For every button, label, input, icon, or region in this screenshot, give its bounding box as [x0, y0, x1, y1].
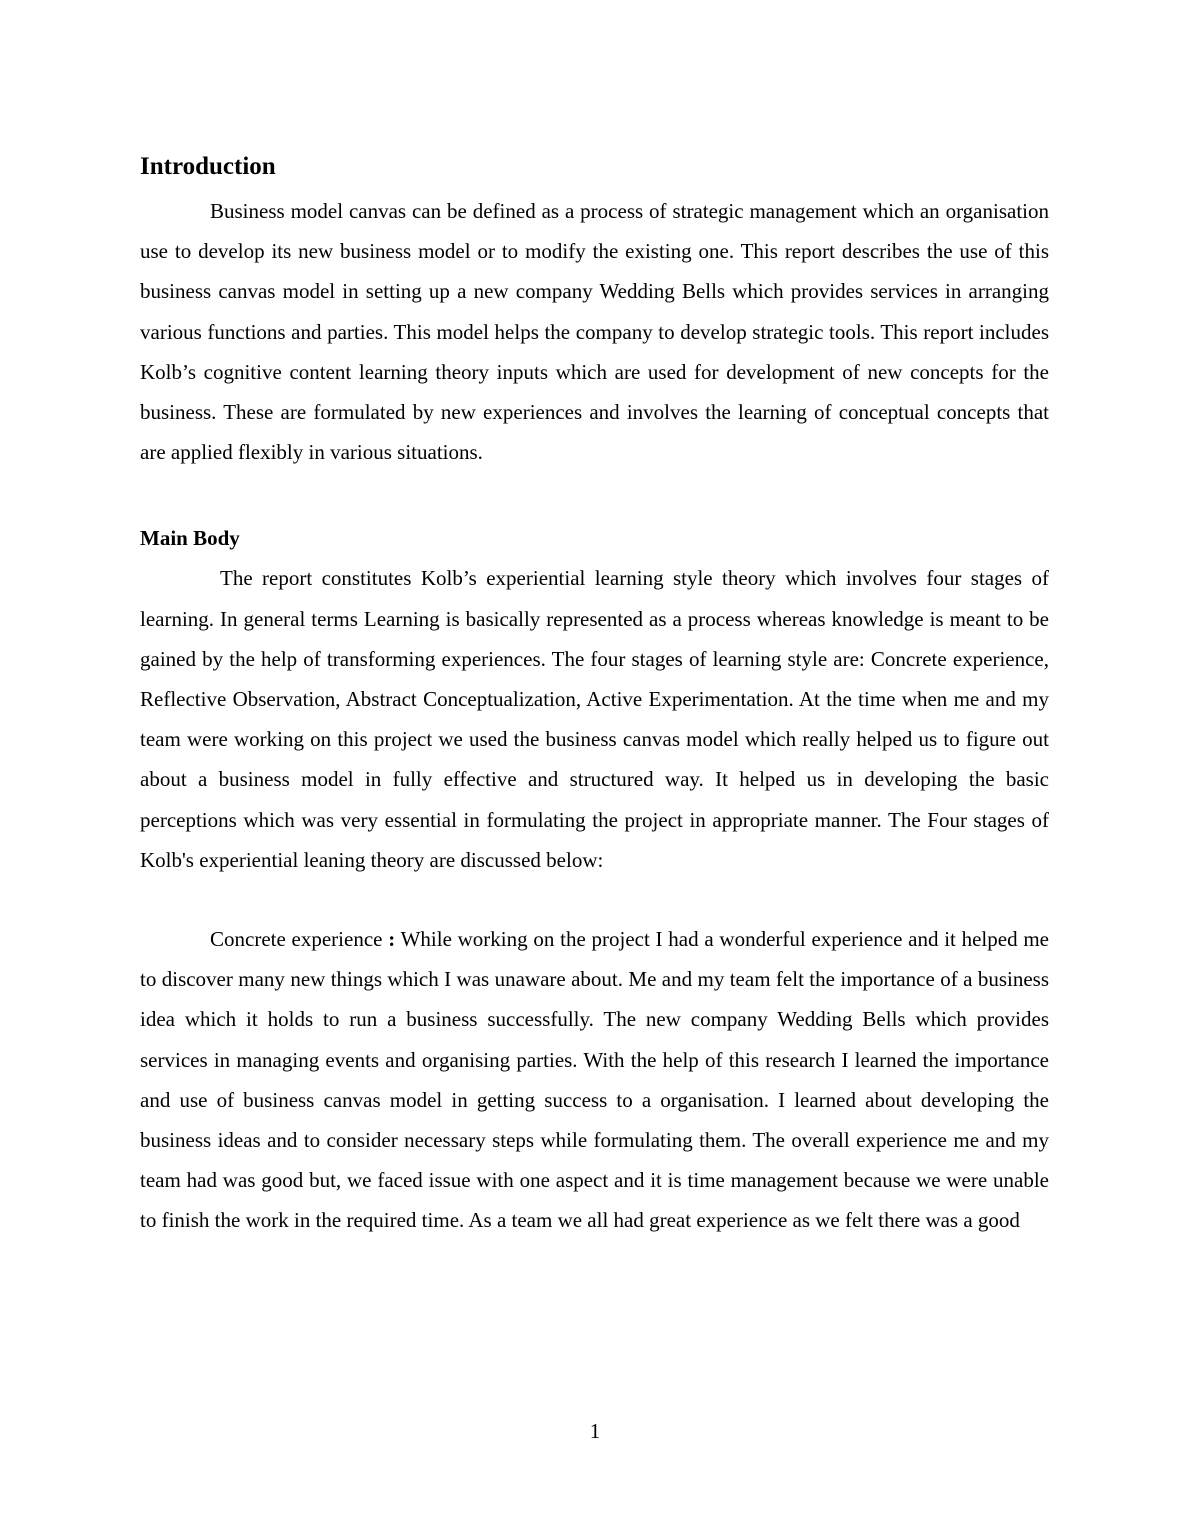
- concrete-experience-colon: :: [388, 927, 396, 952]
- document-page: [140, 150, 1049, 1241]
- concrete-experience-paragraph: [140, 919, 1049, 1241]
- page-number: 1: [589, 1419, 601, 1443]
- introduction-heading: Introduction: [140, 153, 276, 180]
- main-body-paragraph: The report constitutes Kolb’s experiential learning style theory which involves four stages of learning. In general terms Learning is basically represented as a process whereas knowledge is meant to be gained by the help of transforming experiences. The four stages of learning style are: Concrete experience, Reflective Observation, Abstract Conceptualization, Active Experimentation. At the time when me and my team were working on this project we used the business canvas model which really helped us to figure out about a business model in fully effective and structured way. It helped us in developing the basic perceptions which was very essential in formulating the project in appropriate manner. The Four stages of Kolb's experiential leaning theory are discussed below:: [140, 566, 1049, 872]
- concrete-experience-text: While working on the project I had a wonderful experience and it helped me to discover many new things which I was unaware about. Me and my team felt the importance of a business idea which it holds to run a business successfully. The new company Wedding Bells which provides services in managing events and organising parties. With the help of this research I learned the importance and use of business canvas model in getting success to a organisation. I learned about developing the business ideas and to consider necessary steps while formulating them. The overall experience me and my team had was good but, we faced issue with one aspect and it is time management because we were unable to finish the work in the required time. As a team we all had great experience as we felt there was a good: [140, 927, 1049, 1233]
- introduction-paragraph: Business model canvas can be defined as a process of strategic management which an organisation use to develop its new business model or to modify the existing one. This report describes the use of this business canvas model in setting up a new company Wedding Bells which provides services in arranging various functions and parties. This model helps the company to develop strategic tools. This report includes Kolb’s cognitive content learning theory inputs which are used for development of new concepts for the business. These are formulated by new experiences and involves the learning of conceptual concepts that are applied flexibly in various situations.: [140, 199, 1049, 465]
- spacer: [140, 472, 1049, 523]
- concrete-experience-term: Concrete experience: [210, 927, 389, 952]
- spacer: [140, 880, 1049, 919]
- main-body-heading: Main Body: [140, 526, 240, 551]
